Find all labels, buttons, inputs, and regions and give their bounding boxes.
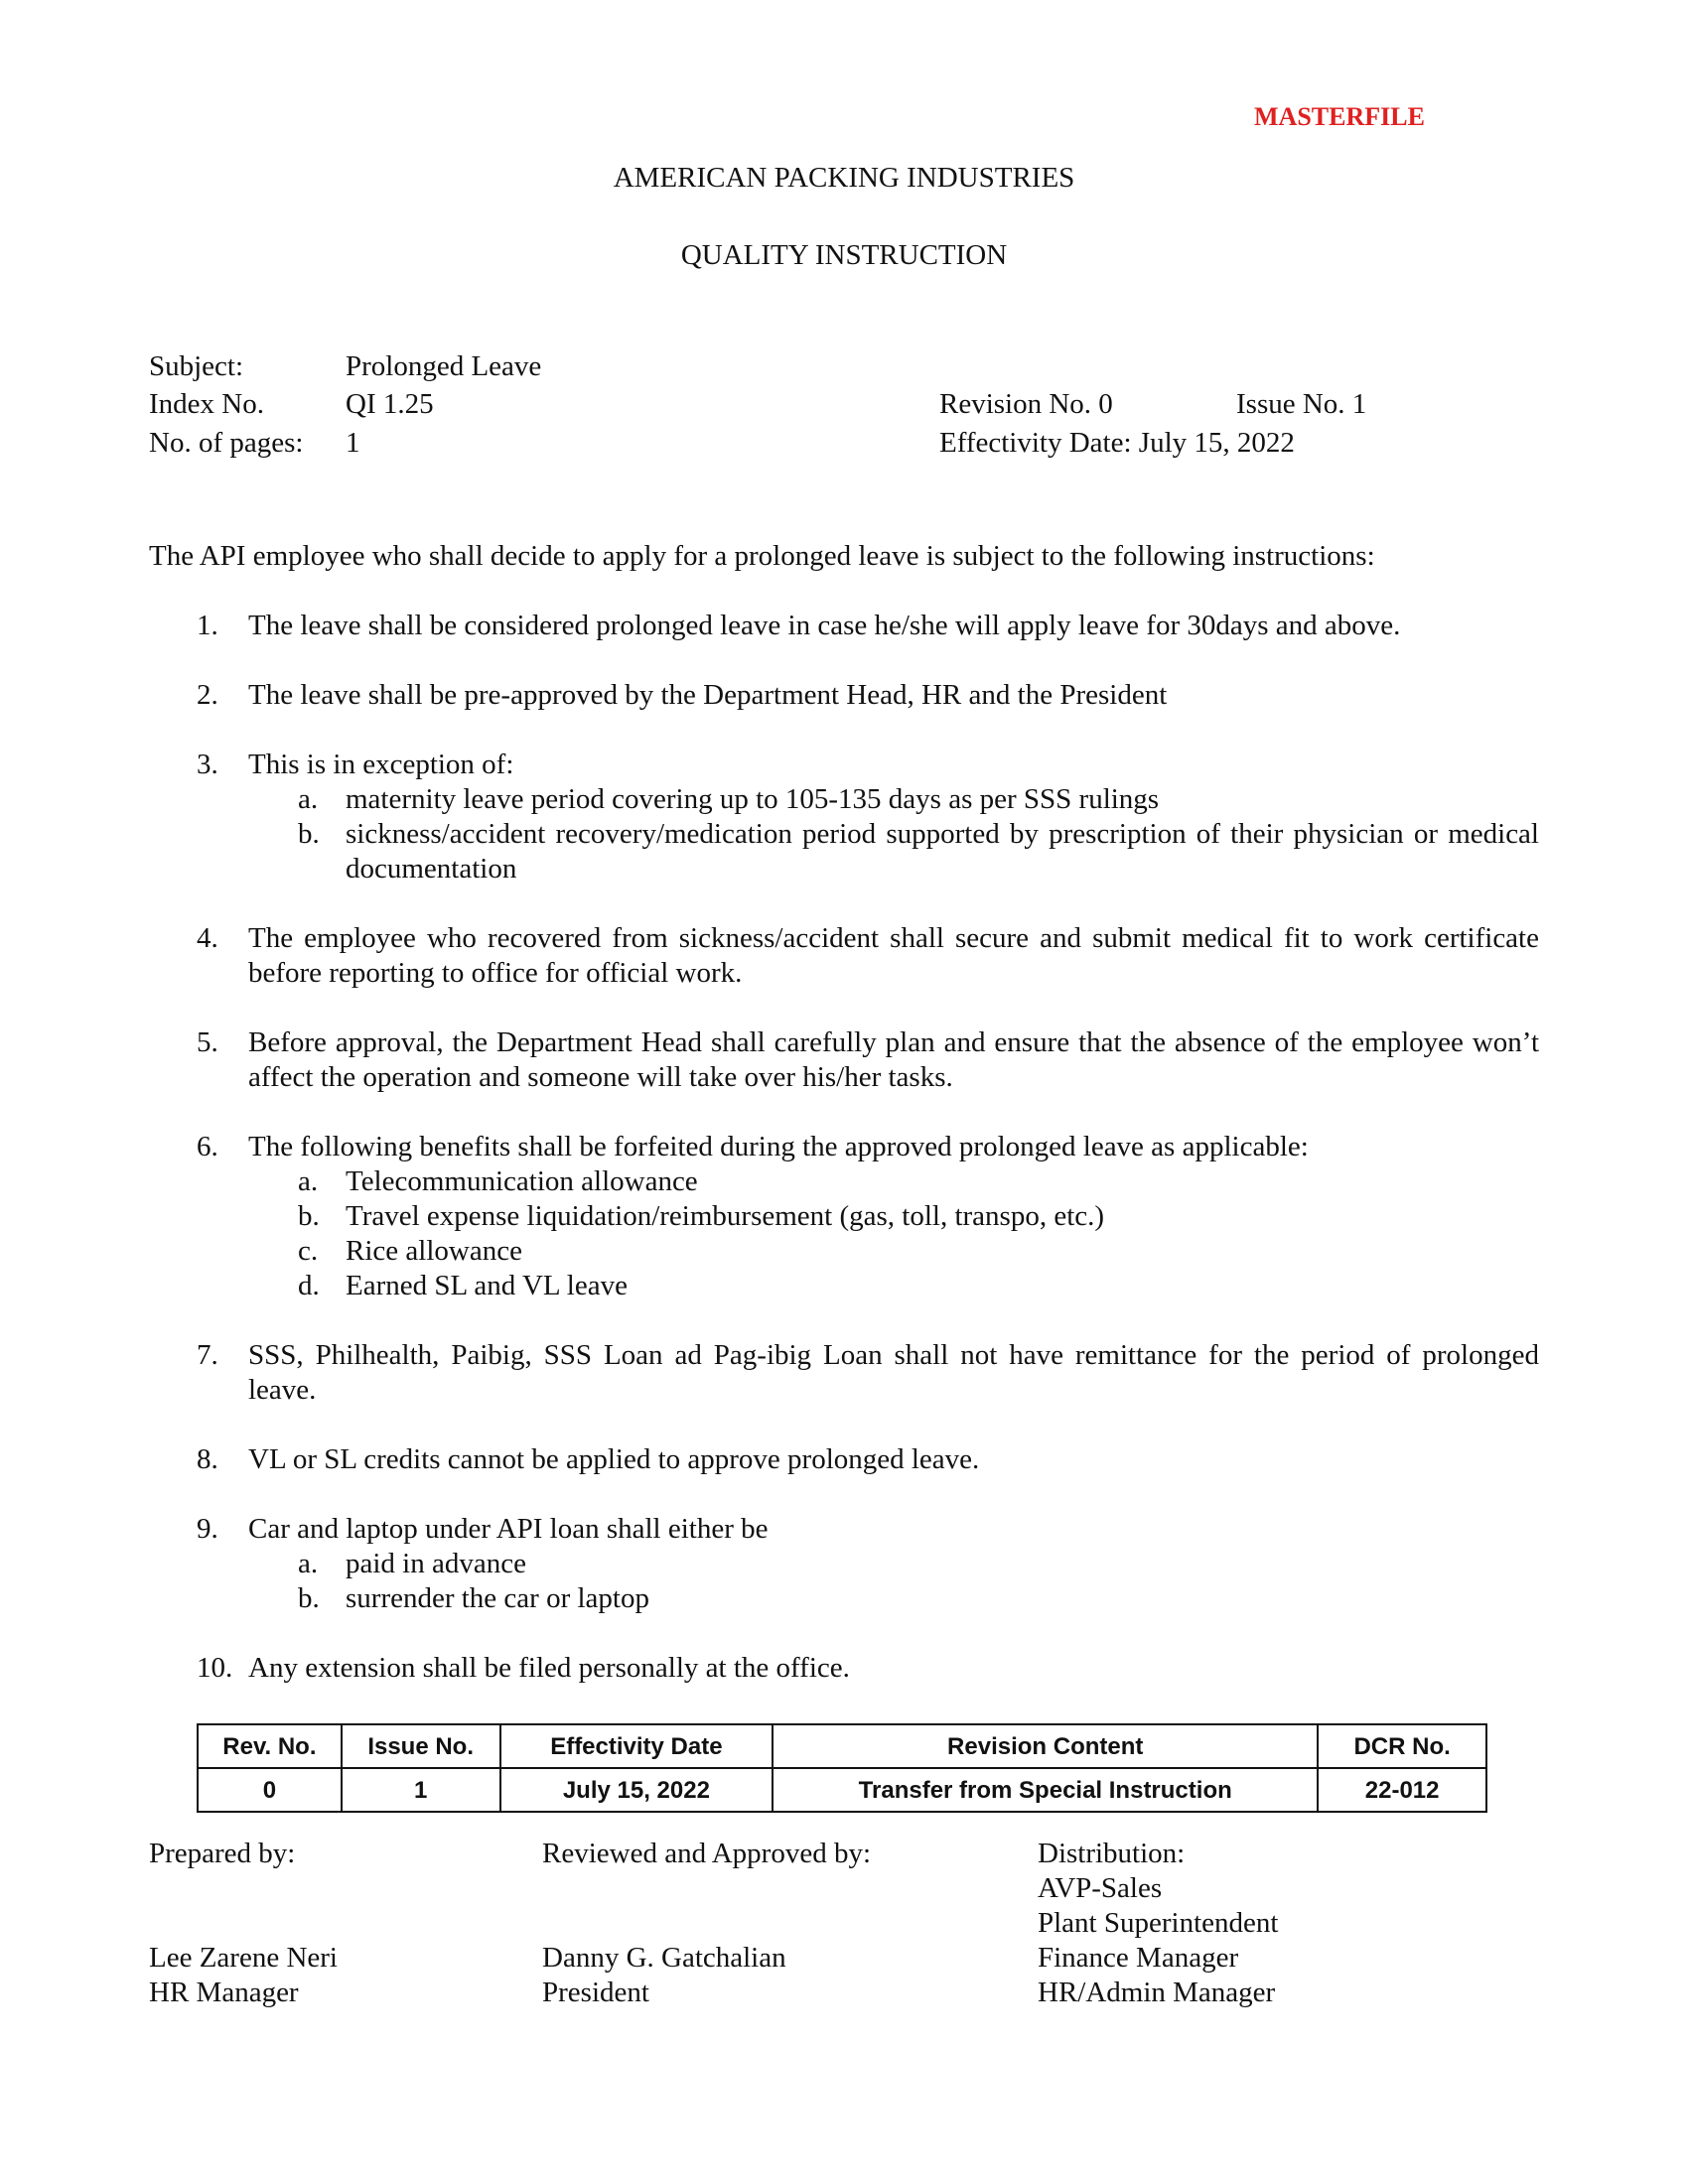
sub-item-text: paid in advance <box>346 1548 526 1579</box>
sub-item-letter: a. <box>298 1548 319 1579</box>
item-number: 10. <box>197 1652 233 1684</box>
sub-item-letter: b. <box>298 1582 320 1614</box>
subject-value: Prolonged Leave <box>346 350 542 382</box>
sub-item-text: Rice allowance <box>346 1235 522 1267</box>
item-text: VL or SL credits cannot be applied to approve prolonged leave. <box>248 1443 980 1475</box>
item-number: 9. <box>197 1513 218 1545</box>
sub-item-letter: a. <box>298 1165 319 1197</box>
item-text: Before approval, the Department Head shall carefully plan and ensure that the absence of the employee won’t affect the operation and someone will take over his/her tasks. <box>248 1026 1539 1093</box>
distribution-item: AVP-Sales <box>1038 1872 1163 1904</box>
table-cell: Transfer from Special Instruction <box>773 1768 1318 1812</box>
issue-number: Issue No. 1 <box>1236 388 1367 420</box>
item-number: 2. <box>197 679 218 711</box>
item-text: Car and laptop under API loan shall either be <box>248 1513 769 1545</box>
column-header: Rev. No. <box>198 1724 342 1768</box>
item-number: 7. <box>197 1339 218 1371</box>
sub-item-letter: b. <box>298 1200 320 1232</box>
item-text: The following benefits shall be forfeited during the approved prolonged leave as applicable: <box>248 1131 1309 1162</box>
item-number: 1. <box>197 610 218 641</box>
sub-item-text: sickness/accident recovery/medication period supported by prescription of their physician or medical documentation <box>346 818 1539 885</box>
effectivity-date: Effectivity Date: July 15, 2022 <box>939 427 1295 459</box>
pages-value: 1 <box>346 427 360 459</box>
table-header-row <box>198 1724 1486 1768</box>
prepared-by-name: Lee Zarene Neri <box>149 1942 338 1974</box>
masterfile-stamp: MASTERFILE <box>1254 102 1425 131</box>
column-header: Effectivity Date <box>500 1724 774 1768</box>
sub-item-text: surrender the car or laptop <box>346 1582 649 1614</box>
table-cell: July 15, 2022 <box>500 1768 774 1812</box>
revision-number: Revision No. 0 <box>939 388 1113 420</box>
sub-item-text: Earned SL and VL leave <box>346 1270 628 1301</box>
prepared-by-label: Prepared by: <box>149 1838 296 1869</box>
item-text: The leave shall be pre-approved by the Department Head, HR and the President <box>248 679 1168 711</box>
reviewed-by-title: President <box>542 1977 649 2008</box>
item-text: The employee who recovered from sickness/accident shall secure and submit medical fit to work certificate before reporting to office for official work. <box>248 922 1539 989</box>
distribution-item: Plant Superintendent <box>1038 1907 1279 1939</box>
prepared-by-title: HR Manager <box>149 1977 299 2008</box>
reviewed-by-label: Reviewed and Approved by: <box>542 1838 872 1869</box>
document-type: QUALITY INSTRUCTION <box>680 239 1008 271</box>
subject-label: Subject: <box>149 350 244 382</box>
pages-label: No. of pages: <box>149 427 304 459</box>
distribution-item: Finance Manager <box>1038 1942 1239 1974</box>
index-label: Index No. <box>149 388 264 420</box>
column-header: Revision Content <box>773 1724 1318 1768</box>
table-cell: 1 <box>342 1768 500 1812</box>
table-cell: 22-012 <box>1318 1768 1486 1812</box>
item-number: 5. <box>197 1026 218 1058</box>
sub-item-text: Telecommunication allowance <box>346 1165 698 1197</box>
item-number: 8. <box>197 1443 218 1475</box>
distribution-label: Distribution: <box>1038 1838 1186 1869</box>
item-text: Any extension shall be filed personally at the office. <box>248 1652 850 1684</box>
revision-table <box>197 1723 1487 1813</box>
item-text: SSS, Philhealth, Paibig, SSS Loan ad Pag-ibig Loan shall not have remittance for the period of prolonged leave. <box>248 1339 1539 1406</box>
item-text: This is in exception of: <box>248 749 514 780</box>
item-number: 6. <box>197 1131 218 1162</box>
sub-item-text: maternity leave period covering up to 105-135 days as per SSS rulings <box>346 783 1160 815</box>
column-header: DCR No. <box>1318 1724 1486 1768</box>
sub-item-letter: c. <box>298 1235 319 1267</box>
reviewed-by-name: Danny G. Gatchalian <box>542 1942 786 1974</box>
index-value: QI 1.25 <box>346 388 434 420</box>
item-number: 4. <box>197 922 218 954</box>
distribution-item: HR/Admin Manager <box>1038 1977 1276 2008</box>
item-number: 3. <box>197 749 218 780</box>
sub-item-letter: d. <box>298 1270 320 1301</box>
column-header: Issue No. <box>342 1724 500 1768</box>
item-text: The leave shall be considered prolonged leave in case he/she will apply leave for 30days and above. <box>248 610 1401 641</box>
table-row <box>198 1768 1486 1812</box>
intro-paragraph: The API employee who shall decide to apply for a prolonged leave is subject to the following instructions: <box>149 540 1375 572</box>
sub-item-text: Travel expense liquidation/reimbursement (gas, toll, transpo, etc.) <box>346 1200 1105 1232</box>
company-name: AMERICAN PACKING INDUSTRIES <box>613 162 1075 194</box>
sub-item-letter: a. <box>298 783 319 815</box>
sub-item-letter: b. <box>298 818 320 850</box>
table-cell: 0 <box>198 1768 342 1812</box>
